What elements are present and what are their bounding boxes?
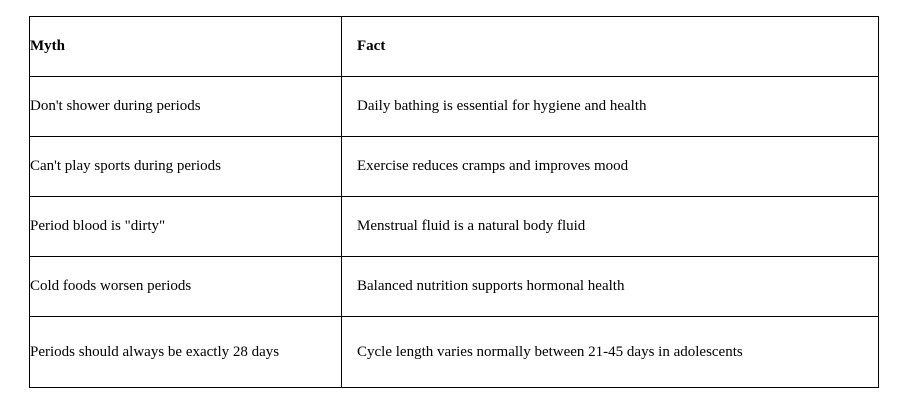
fact-cell: Exercise reduces cramps and improves mood bbox=[342, 137, 879, 197]
header-fact: Fact bbox=[342, 17, 879, 77]
header-myth: Myth bbox=[30, 17, 342, 77]
table-row bbox=[30, 197, 879, 257]
fact-cell: Daily bathing is essential for hygiene and health bbox=[342, 77, 879, 137]
myth-cell: Periods should always be exactly 28 days bbox=[30, 317, 342, 388]
table-row bbox=[30, 317, 879, 388]
fact-cell: Menstrual fluid is a natural body fluid bbox=[342, 197, 879, 257]
table-row bbox=[30, 77, 879, 137]
fact-cell: Cycle length varies normally between 21-45 days in adolescents bbox=[342, 317, 879, 388]
myth-cell: Period blood is "dirty" bbox=[30, 197, 342, 257]
myth-cell: Don't shower during periods bbox=[30, 77, 342, 137]
myth-cell: Cold foods worsen periods bbox=[30, 257, 342, 317]
table-header-row bbox=[30, 17, 879, 77]
table-row bbox=[30, 257, 879, 317]
table-row bbox=[30, 137, 879, 197]
myth-fact-table bbox=[29, 16, 879, 388]
myth-cell: Can't play sports during periods bbox=[30, 137, 342, 197]
fact-cell: Balanced nutrition supports hormonal health bbox=[342, 257, 879, 317]
